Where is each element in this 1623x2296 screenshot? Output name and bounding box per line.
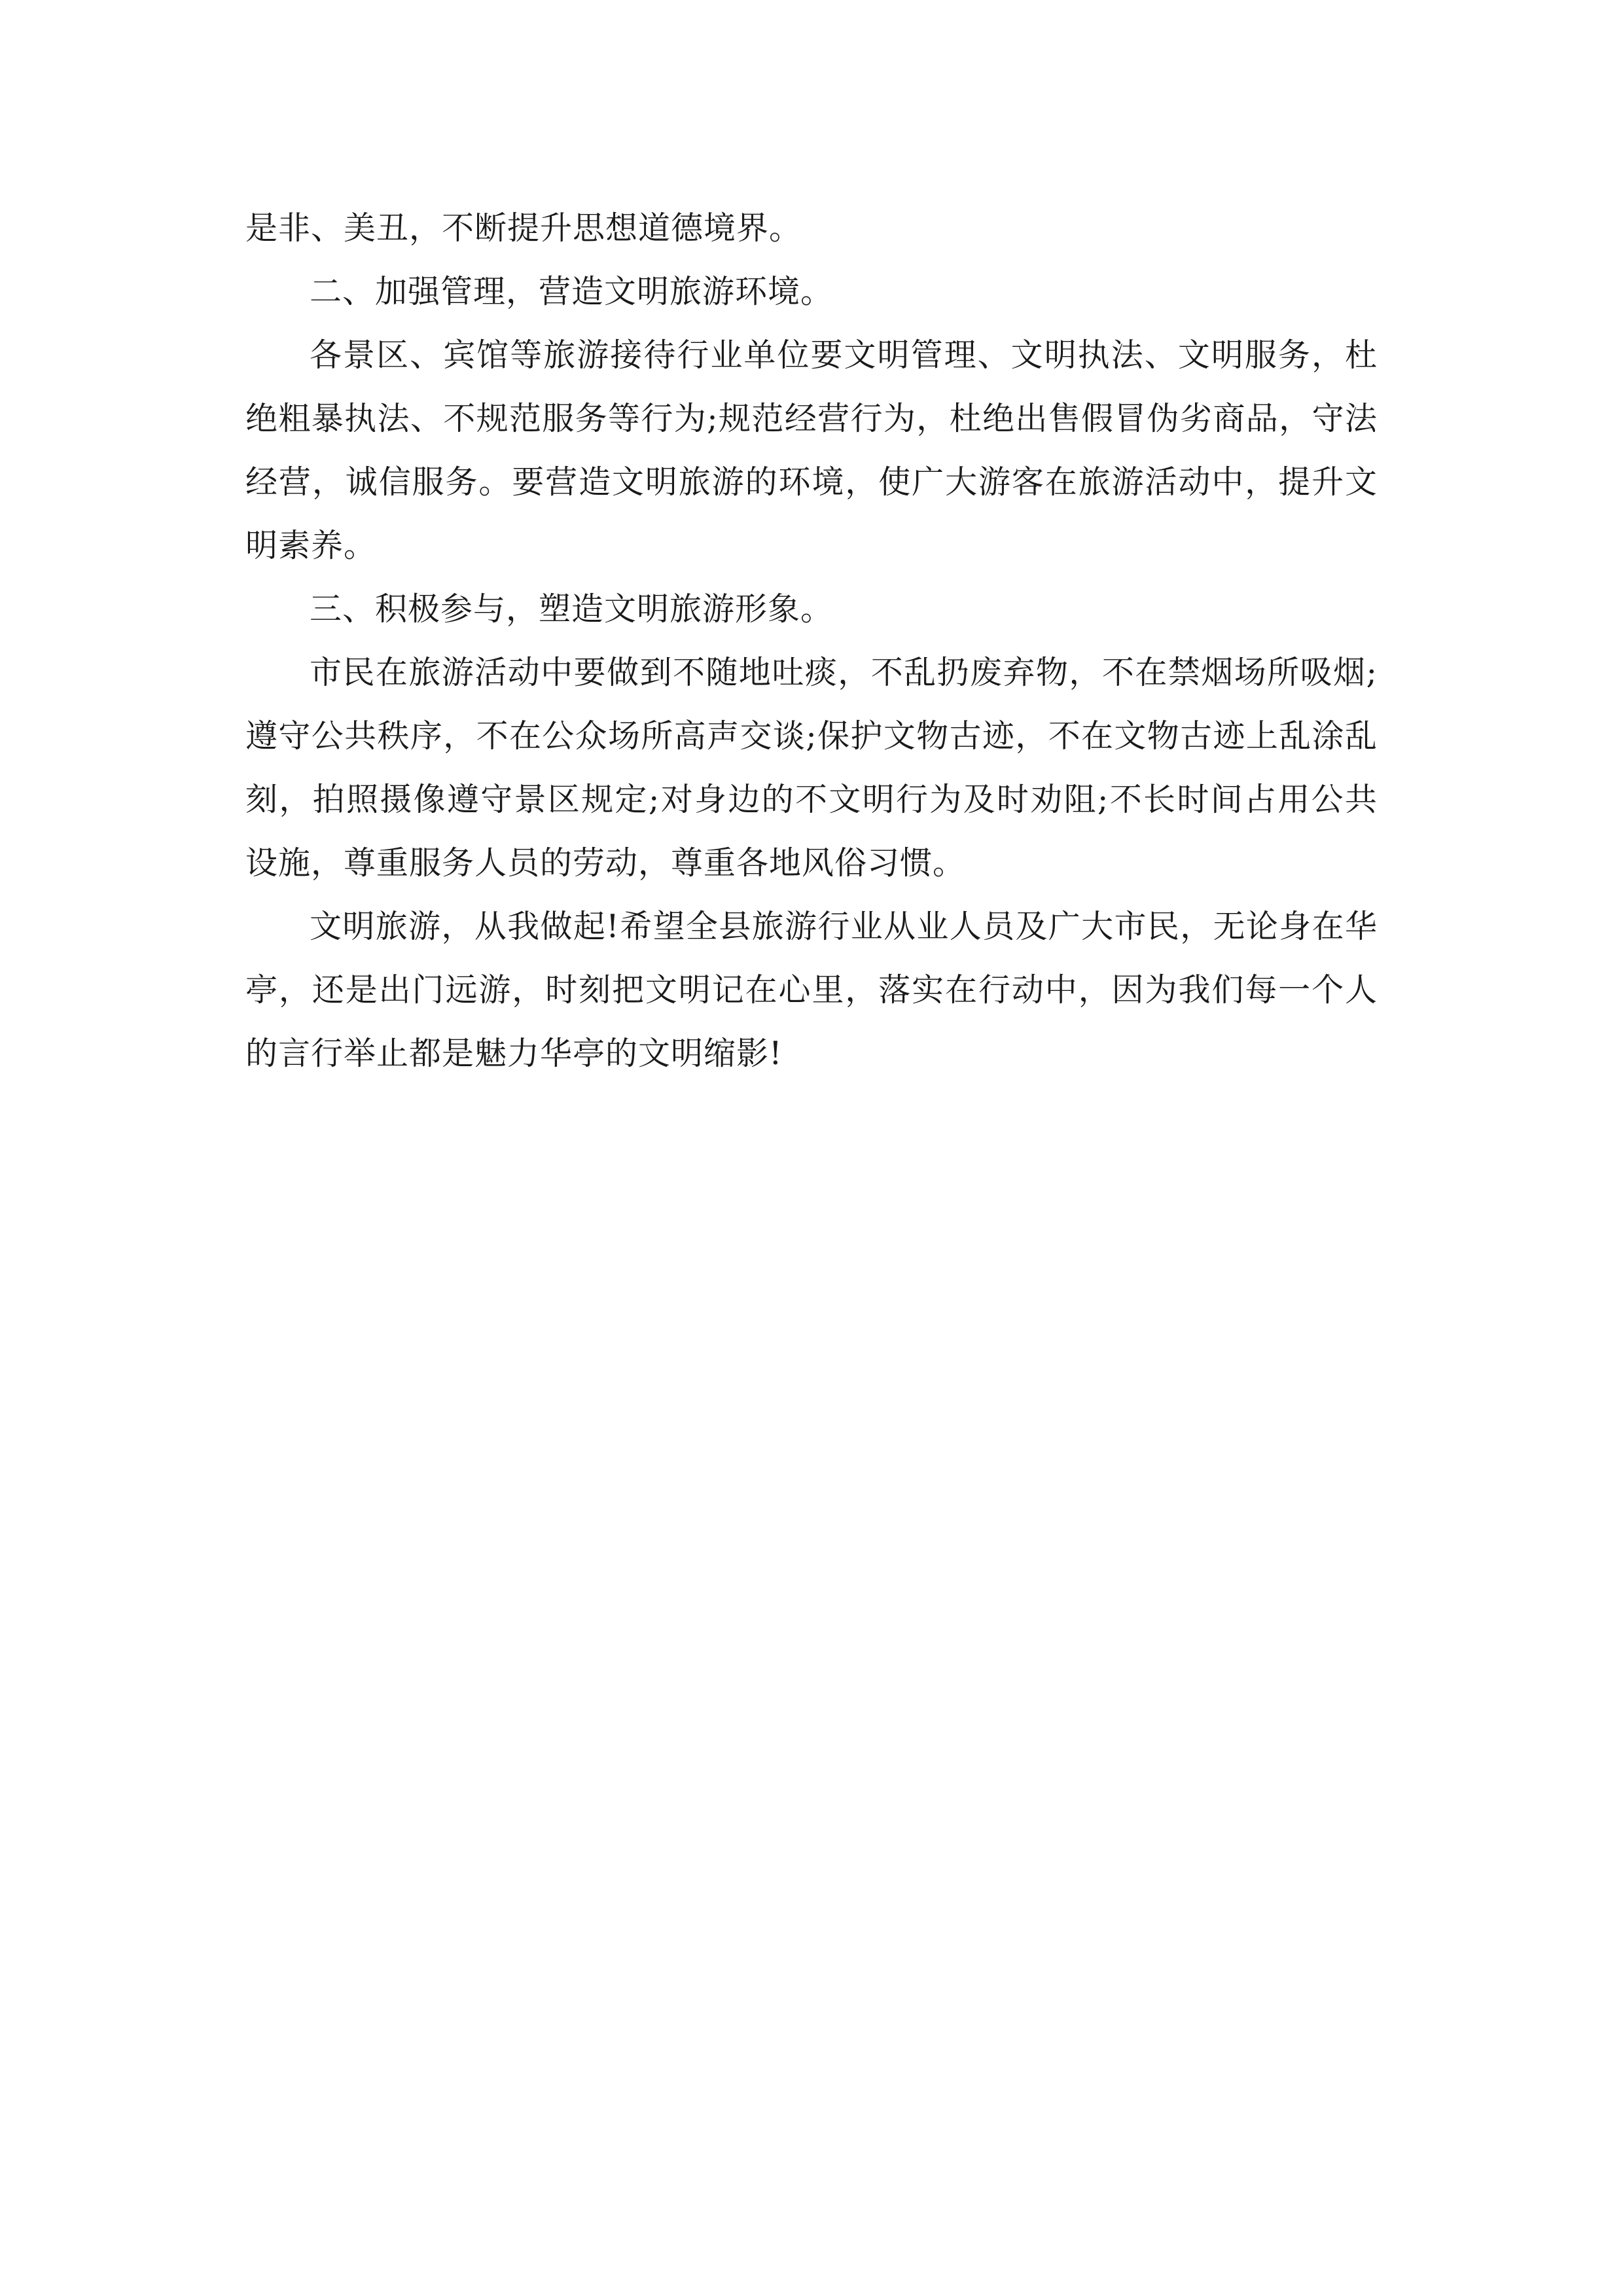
- section-heading-2: 二、加强管理，营造文明旅游环境。: [310, 273, 834, 310]
- paragraph-citizen-conduct: 市民在旅游活动中要做到不随地吐痰，不乱扔废弃物，不在禁烟场所吸烟;遵守公共秩序，不在公众场所高声交谈;保护文物古迹，不在文物古迹上乱涂乱刻，拍照摄像遵守景区规定;对身边的不文明行为及时劝阻;不长时间占用公共设施，尊重服务人员的劳动，尊重各地风俗习惯。: [245, 654, 1378, 882]
- paragraph-closing: 文明旅游，从我做起!希望全县旅游行业从业人员及广大市民，无论身在华亭，还是出门远游，时刻把文明记在心里，落实在行动中，因为我们每一个人的言行举止都是魅力华亭的文明缩影!: [245, 908, 1378, 1072]
- section-heading-3: 三、积极参与，塑造文明旅游形象。: [310, 590, 834, 628]
- paragraph-management: 各景区、宾馆等旅游接待行业单位要文明管理、文明执法、文明服务，杜绝粗暴执法、不规范服务等行为;规范经营行为，杜绝出售假冒伪劣商品，守法经营，诚信服务。要营造文明旅游的环境，使广大游客在旅游活动中，提升文明素养。: [245, 336, 1378, 564]
- document-body: [245, 196, 1378, 1085]
- paragraph-continuation: 是非、美丑，不断提升思想道德境界。: [245, 209, 802, 247]
